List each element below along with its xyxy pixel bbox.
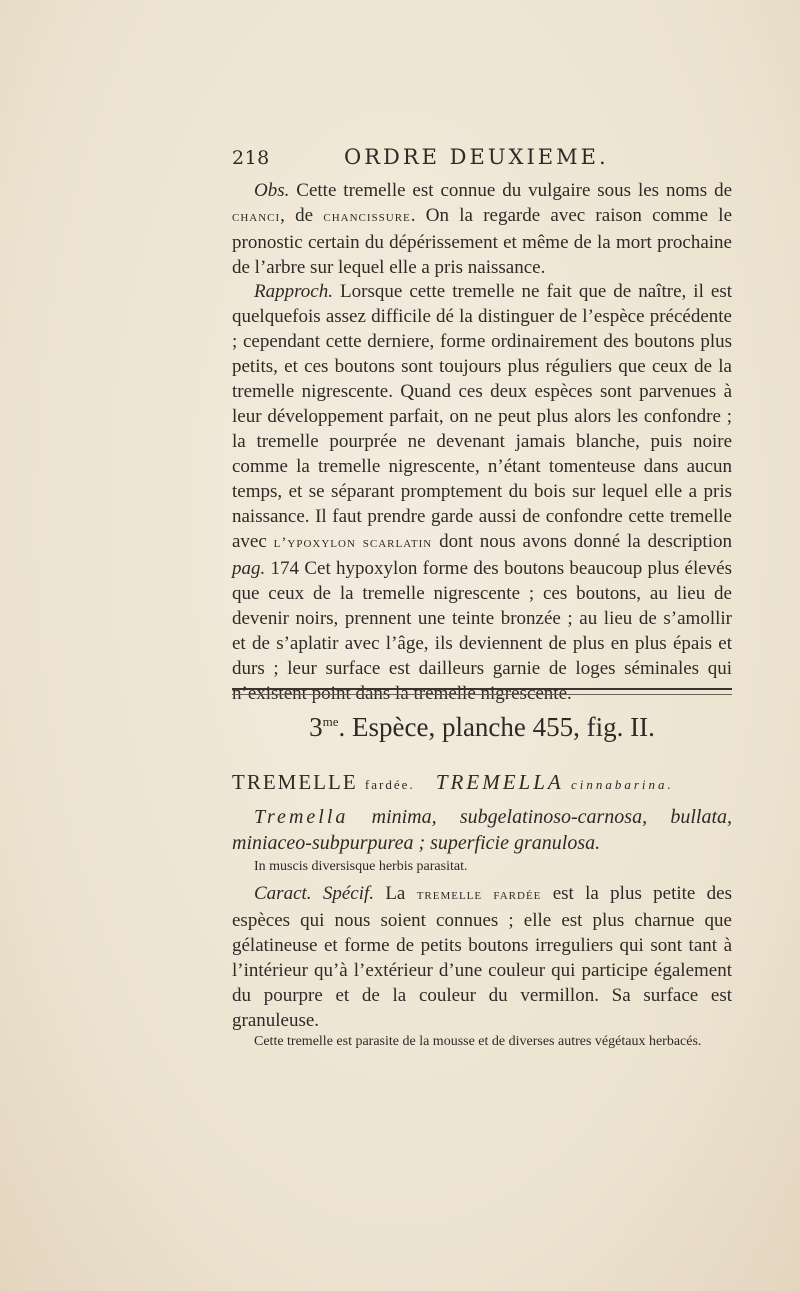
obs-text: . On la regarde avec raison comme le pronostic certain du dépérissement et même de la mort prochaine de l’arbre sur lequel elle a pris naissance.	[232, 205, 732, 278]
common-name-chancissure: chancissure	[323, 209, 411, 225]
french-epithet: fardée.	[364, 777, 415, 792]
latin-diagnosis	[232, 804, 732, 856]
latin-genus: TREMELLA	[435, 770, 564, 794]
diagnosis-genus: Tremella	[254, 806, 349, 828]
rapproch-label: Rapproch.	[254, 281, 333, 302]
caract-label: Caract. Spécif.	[254, 883, 375, 904]
rapproch-text: Lorsque cette tremelle ne fait que de naître, il est quelquefois assez difficile dé la distinguer de l’espèce précédente ; cependant cette derniere, forme ordinairement des boutons plus petits, et ces boutons sont toujours plus réguliers que ceux de la tremelle nigrescente. Quand ces deux espèces sont parvenues à leur développement parfait, on ne peut plus alors les confondre ; la tremelle pourprée ne devenant jamais blanche, puis noire comme la tremelle nigrescente, n’étant tomenteuse dans aucun temps, et se séparant promptement du bois sur lequel elle a pris naissance. Il faut prendre garde aussi de confondre cette tremelle avec	[232, 281, 732, 552]
latin-epithet: cinnabarina.	[570, 777, 674, 792]
french-habitat-text: Cette tremelle est parasite de la mousse et de diverses autres végétaux herbacés.	[254, 1034, 702, 1049]
obs-paragraph	[232, 178, 732, 280]
obs-label: Obs.	[254, 180, 290, 201]
ypoxylon-reference: l’ypoxylon scarlatin	[273, 535, 433, 551]
caract-text: La	[374, 883, 417, 904]
rapproch-text: dont nous avons donné la description	[432, 531, 732, 552]
species-heading	[232, 712, 732, 743]
latin-habitat-text: In muscis diversisque herbis parasitat.	[254, 859, 468, 874]
species-plate-ref: . Espèce, planche 455, fig. II.	[338, 712, 655, 742]
common-name-chanci: chanci	[232, 209, 281, 225]
pag-label: pag.	[232, 558, 266, 579]
caract-paragraph	[232, 881, 732, 1033]
species-names	[232, 770, 732, 795]
species-number: 3	[309, 712, 323, 742]
running-title: ORDRE DEUXIEME.	[344, 145, 609, 169]
french-genus: TREMELLE	[232, 770, 358, 794]
page-number: 218	[232, 147, 270, 169]
french-habitat	[232, 1033, 732, 1051]
rapproch-text: 174 Cet hypoxylon forme des boutons beaucoup plus élevés que ceux de la tremelle nigrescente ; ces boutons, au lieu de devenir noirs, prennent une teinte bronzée ; au lieu de s’amollir et de s’aplatir avec l’âge, ils deviennent de plus en plus épais et durs ; leur surface est dailleurs garnie de loges séminales qui n’existent point dans la tremelle nigrescente.	[232, 558, 732, 704]
obs-text: Cette tremelle est connue du vulgaire sous les noms de	[289, 180, 732, 201]
page-header	[232, 143, 732, 177]
diagnosis-text: minima, subgelatinoso-carnosa, bullata, miniaceo-subpurpurea ; superficie granulosa.	[232, 806, 732, 854]
obs-text: , de	[280, 205, 324, 226]
tremelle-fardee-name: tremelle fardée	[416, 887, 542, 903]
species-number-suffix: me	[322, 714, 339, 729]
latin-habitat	[232, 858, 732, 876]
caract-text: est la plus petite des espèces qui nous soient connues ; elle est plus charnue que gélatineuse et forme de petits boutons irreguliers qui sont tant à l’intérieur qu’à l’extérieur d’une couleur qui participe également du pourpre et de la couleur du vermillon. Sa surface est granuleuse.	[232, 883, 732, 1031]
section-divider	[232, 688, 732, 695]
rapproch-paragraph	[232, 279, 732, 706]
